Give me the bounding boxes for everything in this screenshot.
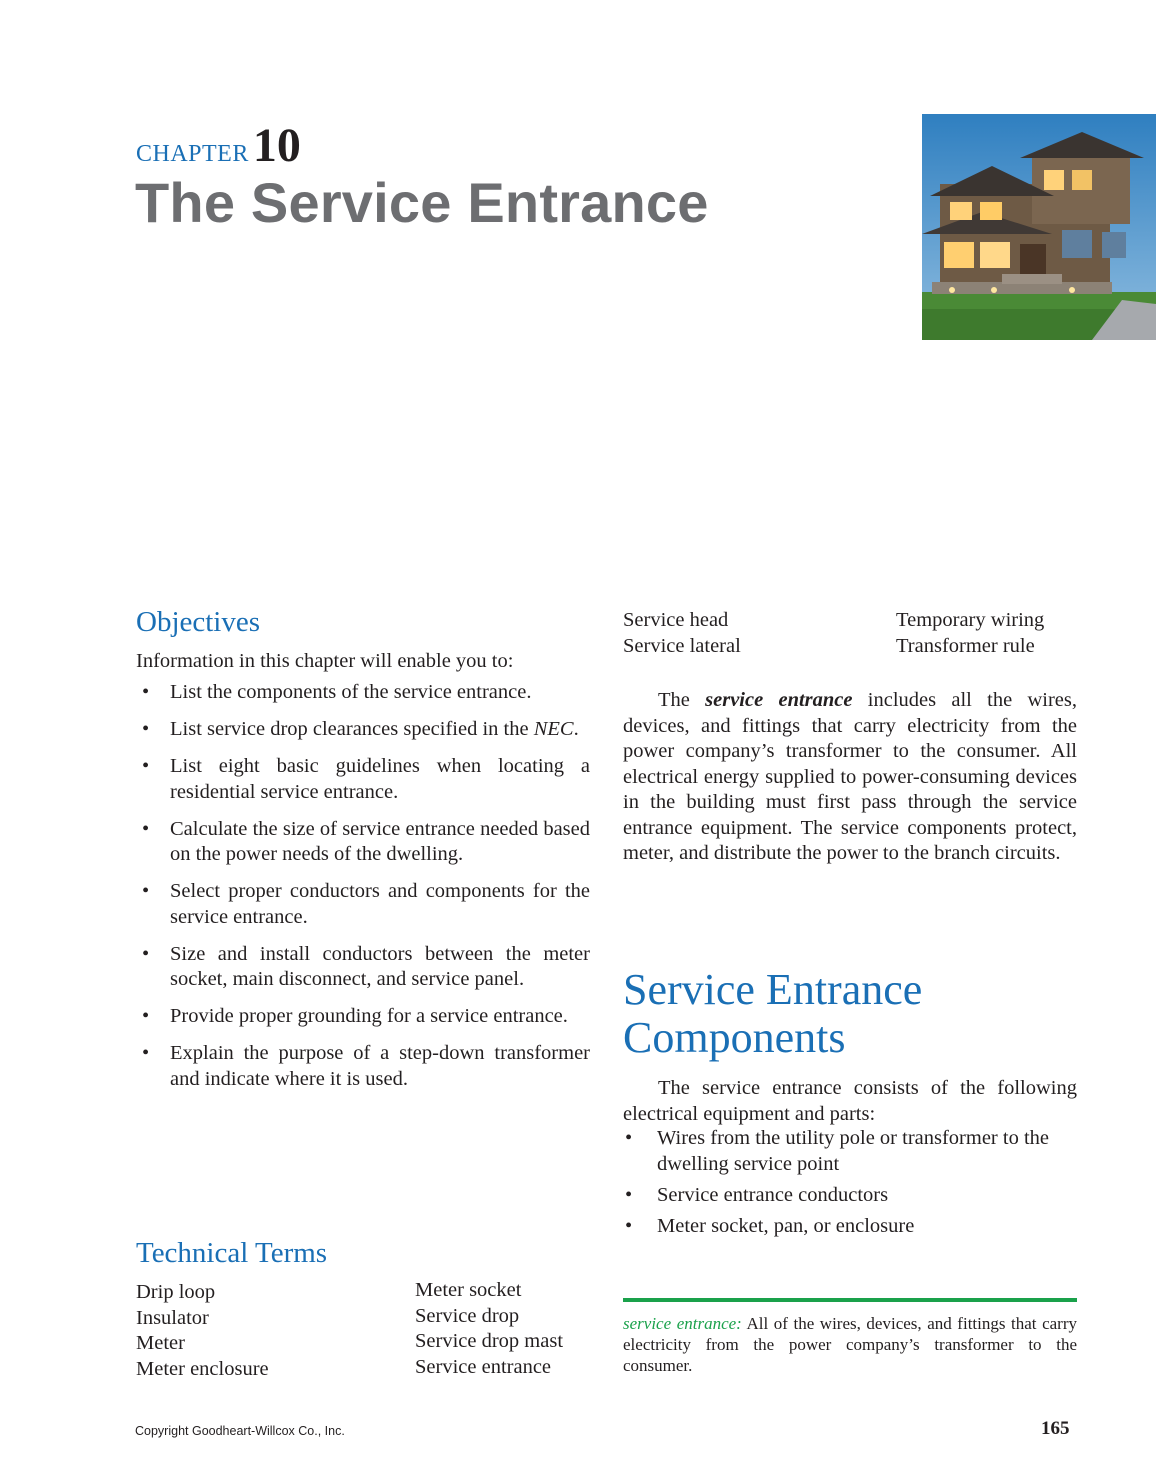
- copyright-notice: Copyright Goodheart-Willcox Co., Inc.: [135, 1424, 345, 1438]
- list-item: • Provide proper grounding for a service entrance.: [136, 1004, 590, 1030]
- term-item: Service head: [623, 609, 729, 631]
- terms-column-2: [415, 1278, 563, 1380]
- term-item: Service drop: [415, 1304, 520, 1327]
- nec-reference: NEC: [533, 718, 574, 740]
- chapter-word: CHAPTER: [136, 141, 249, 167]
- objectives-list: [136, 680, 590, 1104]
- list-item: • Size and install conductors between the meter socket, main disconnect, and service panel.: [136, 942, 590, 993]
- chapter-number: 10: [252, 119, 301, 172]
- components-heading: Service Entrance Components: [623, 965, 923, 1062]
- glossary-definition: All of the wires, devices, and fittings that carry electricity from the power company’s transformer to the consumer.: [623, 1314, 1078, 1375]
- technical-terms-heading: Technical Terms: [136, 1237, 328, 1269]
- term-item: Meter: [136, 1332, 185, 1354]
- terms-column-4: [896, 608, 1044, 659]
- glossary-term: service entrance:: [623, 1314, 742, 1333]
- glossary-divider: [623, 1298, 1077, 1302]
- term-item: Insulator: [136, 1306, 209, 1329]
- objectives-heading: Objectives: [136, 606, 261, 638]
- intro-paragraph: The service entrance includes all the wires, devices, and fittings that carry electricity from the power company’s transformer to the consumer. All electrical energy supplied to power-consuming devices in the building must first pass through the service entrance equipment. The service components protect, meter, and distribute the power to the branch circuits.: [623, 689, 1078, 864]
- list-item: • Explain the purpose of a step-down transformer and indicate where it is used.: [136, 1041, 590, 1092]
- components-list: [623, 1126, 1077, 1245]
- list-item: • Calculate the size of service entrance needed based on the power needs of the dwelling.: [136, 817, 590, 868]
- list-item: • List service drop clearances specified in the NEC.: [136, 717, 590, 743]
- list-item: • Service entrance conductors: [623, 1183, 1077, 1209]
- key-term: service entrance: [705, 689, 853, 711]
- term-item: Meter enclosure: [136, 1357, 269, 1380]
- list-item: • List the components of the service entrance.: [136, 680, 590, 706]
- glossary-entry: [623, 1313, 1077, 1376]
- list-item: • Meter socket, pan, or enclosure: [623, 1214, 1077, 1240]
- chapter-title: The Service Entrance: [135, 171, 709, 234]
- components-paragraph: The service entrance consists of the following electrical equipment and parts:: [623, 1077, 1077, 1125]
- house-photo: [922, 114, 1156, 340]
- term-item: Meter socket: [415, 1279, 522, 1301]
- term-item: Transformer rule: [896, 634, 1035, 657]
- term-item: Drip loop: [136, 1281, 216, 1303]
- term-item: Service entrance: [415, 1355, 552, 1378]
- list-item: • Select proper conductors and components for the service entrance.: [136, 879, 590, 930]
- chapter-label: [136, 118, 301, 173]
- page-number: 165: [1041, 1418, 1070, 1439]
- objectives-intro: Information in this chapter will enable you to:: [136, 650, 514, 672]
- terms-column-1: [136, 1280, 269, 1382]
- term-item: Service drop mast: [415, 1330, 564, 1352]
- term-item: Temporary wiring: [896, 609, 1045, 631]
- term-item: Service lateral: [623, 634, 741, 657]
- terms-column-3: [623, 608, 741, 659]
- list-item: • List eight basic guidelines when locating a residential service entrance.: [136, 754, 590, 805]
- list-item: • Wires from the utility pole or transformer to the dwelling service point: [623, 1126, 1077, 1177]
